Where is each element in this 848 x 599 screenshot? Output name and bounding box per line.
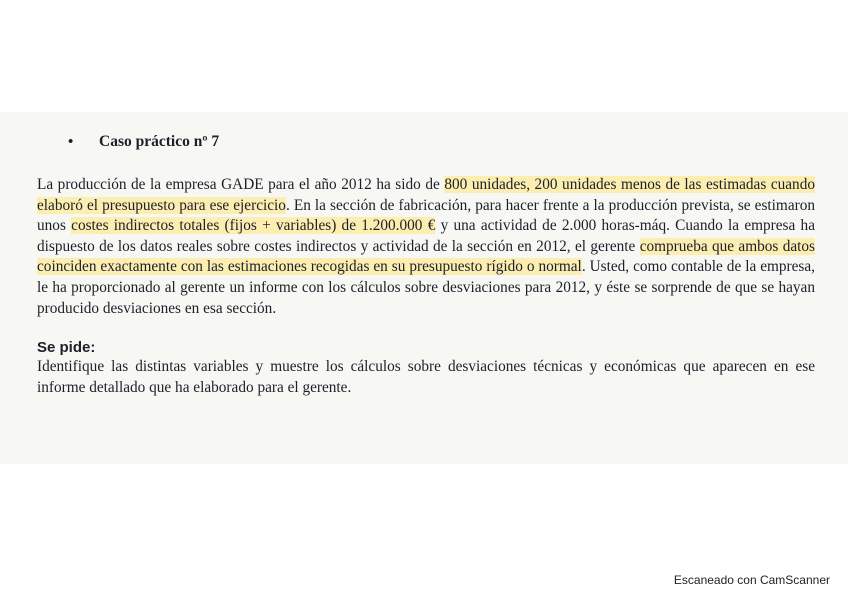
document-body [37,132,815,398]
statement-text: . Usted, como contable de la empresa, le ha proporcionado al gerente un informe con los cálculos sobre desviaciones para 2012, y éste se sorprende de que se hayan producido desviaciones en esa sección. [37,258,815,317]
case-title: Caso práctico nº 7 [99,133,220,150]
statement-text: . En la sección de fabricación, para hacer frente a la producción prevista, se estimaron unos [37,196,816,235]
se-pide-text: Identifique las distintas variables y muestre los cálculos sobre desviaciones técnicas y económicas que aparecen en ese informe detallado que ha elaborado para el gerente. [37,358,815,396]
se-pide-label: Se pide: [37,339,96,357]
statement-text: La producción de la empresa GADE para el año 2012 ha sido de [37,176,445,193]
case-heading [68,132,848,152]
problem-statement [37,175,815,319]
highlighted-text: 800 unidades, 200 unidades menos de las estimadas cuando elaboró el presupuesto para ese ejercicio [37,176,815,214]
highlighted-text: comprueba que ambos datos coinciden exactamente con las estimaciones recogidas en su presupuesto rígido o normal [37,237,815,276]
statement-text: y una actividad de 2.000 horas-máq. Cuando la empresa ha dispuesto de los datos reales sobre costes indirectos y actividad de la sección en 2012, el gerente [37,217,815,255]
camscanner-watermark: Escaneado con CamScanner [673,573,830,587]
highlighted-text: costes indirectos totales (fijos + variables) de 1.200.000 € [71,217,436,235]
bullet-point: • [68,134,74,150]
